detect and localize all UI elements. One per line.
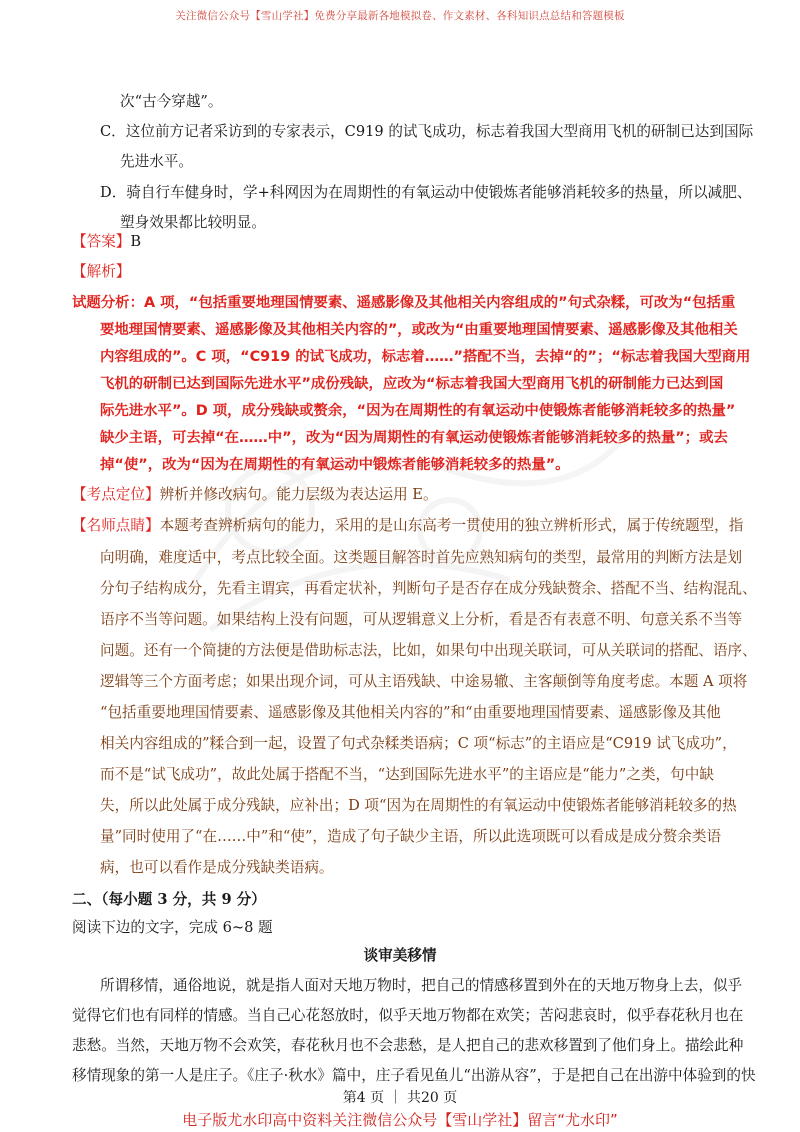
footer-note: 电子版尤水印高中资料关注微信公众号【雪山学社】留言“尤水印” bbox=[182, 1111, 618, 1129]
mingshi-line: 病，也可以看作是成分残缺类语病。 bbox=[100, 859, 334, 876]
option-c-line-1: C．这位前方记者采访到的专家表示，C919 的试飞成功，标志着我国大型商用飞机的研制已达到国际 bbox=[100, 123, 754, 140]
analysis-line: 缺少主语，可去掉“在……中”，改为“因为周期性的有氧运动使锻炼者能够消耗较多的热量”；或去 bbox=[100, 430, 728, 446]
analysis-line: 际先进水平”。D 项，成分残缺或赘余，“因为在周期性的有氧运动中使锻炼者能够消耗较多的热量” bbox=[100, 403, 736, 419]
mingshi-first-line: 本题考查辨析病句的能力，采用的是山东高考一贯使用的独立辨析形式，属于传统题型，指 bbox=[159, 517, 744, 534]
kaodian-row bbox=[72, 485, 438, 505]
top-banner: 关注微信公众号【雪山学社】免费分享最新各地模拟卷、作文素材、各科知识点总结和答题模板 bbox=[175, 10, 625, 22]
mingshi-line: 而不是“试飞成功”，故此处属于搭配不当，“达到国际先进水平”的主语应是“能力”之类，句中缺 bbox=[100, 766, 714, 783]
page-number: 第4 页 ｜ 共20 页 bbox=[342, 1090, 458, 1106]
answer-label: 【答案】 bbox=[72, 233, 131, 250]
option-c-line-2: 先进水平。 bbox=[120, 153, 193, 170]
option-b-continuation: 次“古今穿越”。 bbox=[120, 93, 223, 110]
mingshi-line: 量”同时使用了“在……中”和“使”，造成了句子缺少主语，所以此选项既可以看成是成分赘余类语 bbox=[100, 828, 722, 845]
article-line: 移情现象的第一人是庄子。《庄子·秋水》篇中，庄子看见鱼儿“出游从容”，于是把自己在出游中体验到的快 bbox=[72, 1067, 756, 1084]
article-line: 悲愁。当然，天地万物不会欢笑，春花秋月也不会悲愁，是人把自己的悲欢移置到了他们身上。描绘此种 bbox=[72, 1037, 744, 1054]
answer-value: B bbox=[130, 233, 142, 250]
article-line: 觉得它们也有同样的情感。当自己心花怒放时，似乎天地万物都在欢笑；苦闷悲哀时，似乎春花秋月也在 bbox=[72, 1007, 744, 1024]
mingshi-row bbox=[72, 516, 743, 536]
analysis-line: 掉“使”，改为“因为在周期性的有氧运动中锻炼者能够消耗较多的热量”。 bbox=[100, 457, 570, 473]
mingshi-line: 向明确，难度适中，考点比较全面。这类题目解答时首先应熟知病句的类型，最常用的判断方法是划 bbox=[100, 549, 743, 566]
mingshi-line: 分句子结构成分，先看主谓宾，再看定状补，判断句子是否存在成分残缺赘余、搭配不当、结构混乱、 bbox=[100, 580, 757, 597]
mingshi-line: “包括重要地理国情要素、遥感影像及其他相关内容的”和“由重要地理国情要素、遥感影像及其他 bbox=[100, 704, 721, 721]
article-line: 所谓移情，通俗地说，就是指人面对天地万物时，把自己的情感移置到外在的天地万物身上去，似乎 bbox=[100, 977, 743, 994]
mingshi-label: 【名师点睛】 bbox=[72, 517, 160, 534]
analysis-label: 【解析】 bbox=[72, 263, 131, 280]
mingshi-line: 问题。还有一个简捷的方法便是借助标志法，比如，如果句中出现关联词，可从关联词的搭配、语序、 bbox=[100, 642, 757, 659]
analysis-line: 内容组成的”。C 项，“C919 的试飞成功，标志着……”搭配不当，去掉“的”；“标志着我国大型商用 bbox=[100, 349, 751, 365]
option-d-line-1: D．骑自行车健身时，学+科网因为在周期性的有氧运动中使锻炼者能够消耗较多的热量，所以减肥、 bbox=[100, 184, 752, 201]
answer-row bbox=[72, 232, 141, 252]
section-heading: 二、（每小题 3 分，共 9 分） bbox=[72, 891, 266, 908]
mingshi-line: 语序不当等问题。如果结构上没有问题，可从逻辑意义上分析，看是否有表意不明、句意关系不当等 bbox=[100, 611, 743, 628]
kaodian-text: 辨析并修改病句。能力层级为表达运用 E。 bbox=[159, 486, 438, 503]
analysis-line: 要地理国情要素、遥感影像及其他相关内容的”，或改为“由重要地理国情要素、遥感影像及其他相关 bbox=[100, 322, 738, 338]
analysis-line: 试题分析：A 项，“包括重要地理国情要素、遥感影像及其他相关内容组成的”句式杂糅，可改为“包括重 bbox=[72, 295, 736, 311]
mingshi-line: 逻辑等三个方面考虑；如果出现介词，可从主语残缺、中途易辙、主客颠倒等角度考虑。本题 A 项将 bbox=[100, 673, 748, 690]
mingshi-line: 相关内容组成的”糅合到一起，设置了句式杂糅类语病；C 项“标志”的主语应是“C919 试飞成功”， bbox=[100, 735, 737, 752]
analysis-line: 飞机的研制已达到国际先进水平”成份残缺，应改为“标志着我国大型商用飞机的研制能力已达到国 bbox=[100, 376, 724, 392]
option-d-line-2: 塑身效果都比较明显。 bbox=[120, 214, 266, 231]
kaodian-label: 【考点定位】 bbox=[72, 486, 160, 503]
mingshi-line: 失，所以此处属于成分残缺，应补出；D 项“因为在周期性的有氧运动中使锻炼者能够消耗较多的热 bbox=[100, 797, 737, 814]
article-title: 谈审美移情 bbox=[363, 947, 437, 964]
section-instruction: 阅读下边的文字，完成 6~8 题 bbox=[72, 919, 273, 936]
